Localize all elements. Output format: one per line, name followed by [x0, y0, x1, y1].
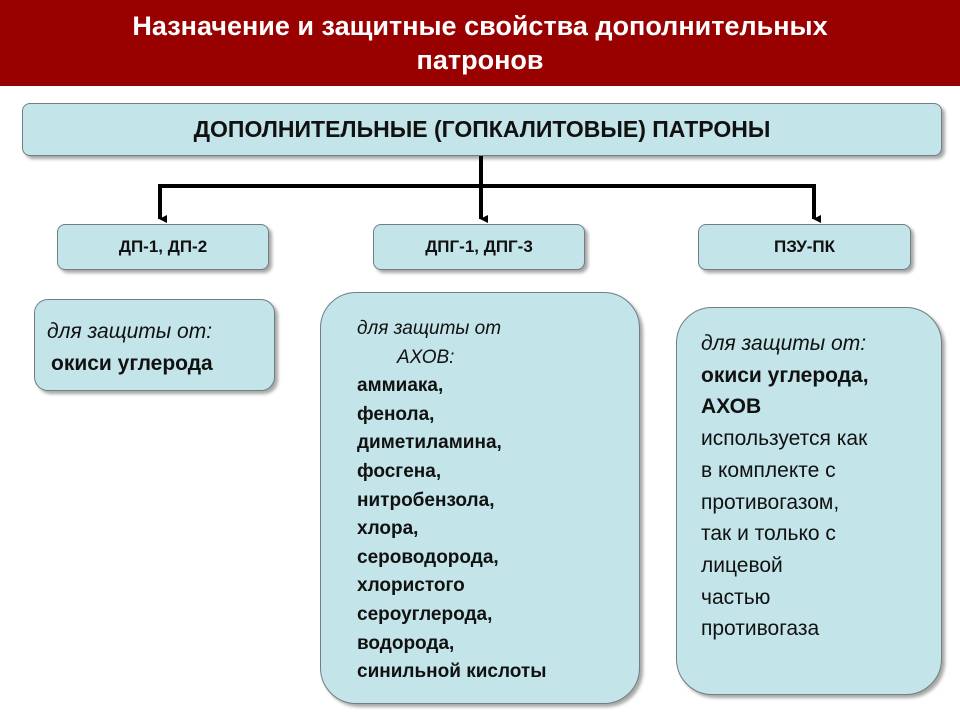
description-pzu-text: частью	[701, 585, 771, 609]
description-pzu-text: противогазом,	[701, 490, 840, 514]
description-dpg-item: сероводорода,	[357, 546, 499, 568]
category-dp	[57, 224, 269, 270]
slide-title-line-2: патронов	[416, 45, 544, 75]
description-pzu-text: так и только с	[701, 522, 836, 546]
category-dpg-label: ДПГ-1, ДПГ-3	[425, 237, 533, 256]
description-dpg	[320, 292, 640, 704]
description-dpg-intro-1: для защиты от	[357, 318, 502, 339]
description-pzu-text: противогаза	[701, 617, 820, 641]
category-dpg	[373, 224, 585, 270]
description-dpg-item: сероуглерода,	[357, 603, 493, 625]
description-dp-item: окиси углерода	[51, 352, 213, 375]
description-pzu-bold: АХОВ	[701, 395, 762, 419]
description-pzu-text: в комплекте с	[701, 458, 836, 482]
description-dp	[34, 299, 275, 391]
category-dp-label: ДП-1, ДП-2	[118, 237, 208, 256]
slide-title-line-1: Назначение и защитные свойства дополнительных	[132, 11, 828, 41]
description-pzu-text: лицевой	[701, 553, 783, 577]
description-dpg-item: водорода,	[357, 632, 455, 654]
category-pzu	[698, 224, 911, 270]
description-dpg-intro-2: АХОВ:	[397, 346, 455, 368]
description-dpg-item: хлора,	[357, 518, 419, 540]
description-dp-intro: для защиты от:	[47, 320, 213, 343]
description-dpg-item: диметиламина,	[357, 432, 502, 454]
description-pzu-intro: для защиты от:	[701, 332, 867, 355]
description-pzu-bold: окиси углерода,	[701, 363, 869, 387]
description-dpg-item: синильной кислоты	[357, 661, 547, 683]
description-dpg-item: фосгена,	[357, 460, 442, 482]
description-dpg-item: нитробензола,	[357, 489, 495, 511]
description-pzu-text: используется как	[701, 427, 868, 451]
description-dpg-item: фенола,	[357, 403, 435, 425]
description-dpg-item: хлористого	[357, 575, 465, 597]
description-dpg-item: аммиака,	[357, 375, 444, 397]
category-pzu-label: ПЗУ-ПК	[773, 237, 836, 256]
root-node-label: ДОПОЛНИТЕЛЬНЫЕ (ГОПКАЛИТОВЫЕ) ПАТРОНЫ	[193, 116, 771, 142]
description-pzu	[676, 307, 942, 695]
